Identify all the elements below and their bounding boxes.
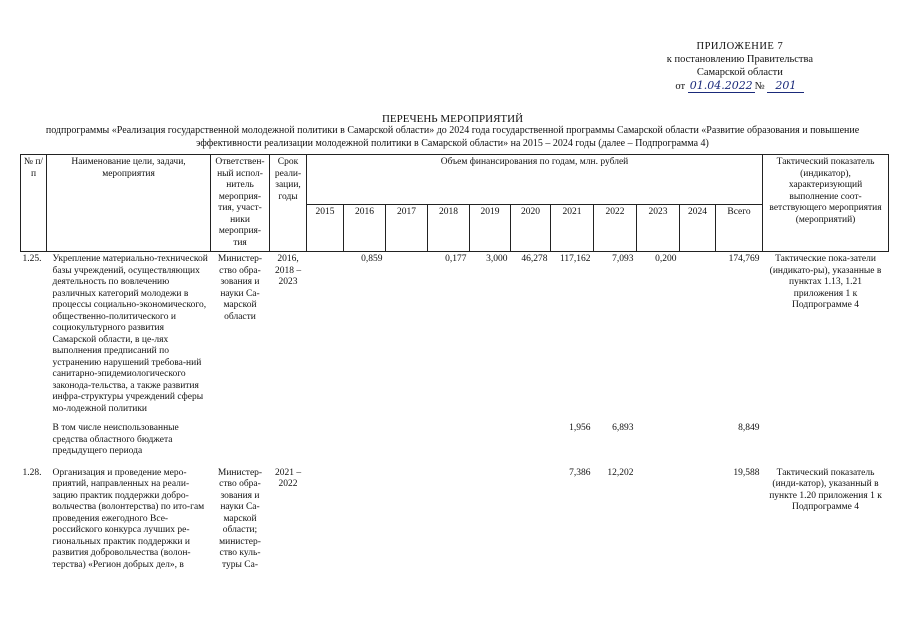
value-2024 (680, 460, 716, 574)
value-2020: 46,278 (521, 254, 548, 264)
header-term: Срок реали-зации, годы (270, 155, 307, 252)
value-2023 (637, 460, 680, 574)
value-2018 (428, 460, 470, 574)
header-year-2016: 2016 (344, 204, 386, 251)
value-2021: 117,162 (559, 254, 591, 264)
row-term: 2021 – 2022 (274, 467, 302, 489)
header-no: № п/п (21, 155, 47, 252)
value-2016: 0,859 (361, 254, 383, 264)
row-responsible: Министер-ство обра-зования и науки Са-марской области; министер-ство куль-туры Са- (217, 467, 263, 570)
value-2019: 3,000 (486, 254, 508, 264)
header-year-2021: 2021 (551, 204, 594, 251)
value-total: 19,588 (733, 467, 760, 478)
header-year-2019: 2019 (470, 204, 511, 251)
header-year-2022: 2022 (594, 204, 637, 251)
header-year-2020: 2020 (511, 204, 551, 251)
from-label: от (675, 81, 686, 92)
value-2018: 0,177 (445, 254, 467, 264)
value-2023 (637, 417, 680, 460)
handwritten-number: 201 (767, 79, 804, 93)
row-number (21, 417, 47, 460)
value-2022: 12,202 (607, 467, 634, 478)
annex-block (667, 40, 813, 93)
table-row (21, 417, 889, 460)
row-indicator (763, 417, 889, 460)
value-2019 (470, 460, 511, 574)
value-2022: 7,093 (612, 254, 634, 264)
document-subtitle: подпрограммы «Реализация государственной молодежной политики в Самарской области» до 2024 года государственной программы Самарской области «Развитие образования и повышение эффективности реализации молодежной политики в Самарской области» на 2015 – 2024 годы (далее – Подпрограмма 4) (45, 125, 860, 149)
header-volume: Объем финансирования по годам, млн. рублей (307, 155, 763, 205)
header-year-2015: 2015 (307, 204, 344, 251)
document-title: ПЕРЕЧЕНЬ МЕРОПРИЯТИЙ (381, 113, 524, 125)
value-2022: 6,893 (612, 423, 634, 433)
value-2016 (344, 417, 386, 460)
row-indicator: Тактический показатель (инди-катор), указанный в пункте 1.20 приложения 1 к Подпрограмме 4 (769, 467, 882, 512)
table-row (21, 460, 889, 574)
header-responsible: Ответствен-ный испол-нитель мероприя-тия, участ-ники мероприя-тия (211, 155, 270, 252)
annex-line-1: к постановлению Правительства (666, 54, 813, 65)
header-year-2023: 2023 (637, 204, 680, 251)
row-number: 1.25. (22, 254, 42, 264)
header-year-2018: 2018 (428, 204, 470, 251)
row-number: 1.28. (22, 467, 42, 478)
value-2017 (386, 417, 428, 460)
value-2017 (386, 252, 428, 418)
row-indicator: Тактические пока-затели (индикато-ры), указанные в пунктах 1.13, 1.21 приложения 1 к Подпрограмме 4 (769, 254, 882, 310)
value-2024 (680, 252, 716, 418)
value-2024 (680, 417, 716, 460)
handwritten-date: 01.04.2022 (689, 79, 753, 92)
row-term: 2016, 2018 – 2023 (274, 254, 302, 287)
value-2016 (344, 460, 386, 574)
value-total: 8,849 (738, 423, 760, 433)
row-name: Организация и проведение меро-приятий, направленных на реали-зацию практик поддержки добро-вольчества (волонтерства) по ито-гам проведения ежегодного Все-российского конкурса лучших ре-гиональных практик поддержки и развития добровольчества (волон-терства) «Регион добрых дел», в (52, 467, 205, 570)
value-2023: 0,200 (655, 254, 677, 264)
value-2017 (386, 460, 428, 574)
value-2015 (307, 252, 344, 418)
row-name: В том числе неиспользованные средства областного бюджета предыдущего периода (52, 423, 179, 456)
row-term (270, 417, 307, 460)
row-name: Укрепление материально-технической базы учреждений, осуществляющих деятельность по вовлечению различных категорий молодежи в процессы социально-экономического, общественно-политического и социокультурного развития Самарской области, в це-лях выполнения предписаний по устранению нарушений требова-ний санитарно-эпидемиологического законода-тельства, а также развития инфра-структуры учреждений сферы мо-лодежной политики (52, 254, 208, 414)
annex-heading: ПРИЛОЖЕНИЕ 7 (696, 41, 784, 52)
value-2018 (428, 417, 470, 460)
value-2015 (307, 460, 344, 574)
number-label: № (754, 81, 765, 92)
annex-date-line (667, 79, 813, 93)
value-2020 (511, 460, 551, 574)
row-responsible (211, 417, 270, 460)
value-2021: 7,386 (569, 467, 591, 478)
value-2015 (307, 417, 344, 460)
table-row (21, 252, 889, 418)
header-indicator: Тактический показатель (индикатор), характеризующий выполнение соот-ветствующего мероприятия (мероприятий) (763, 155, 889, 252)
row-responsible: Министер-ство обра-зования и науки Са-марской области (217, 254, 263, 322)
header-total: Всего (716, 204, 763, 251)
annex-line-2: Самарской области (696, 67, 783, 78)
header-name: Наименование цели, задачи, мероприятия (47, 155, 211, 252)
value-2019 (470, 417, 511, 460)
value-total: 174,769 (728, 254, 760, 264)
measures-table (20, 154, 889, 573)
header-year-2024: 2024 (680, 204, 716, 251)
header-year-2017: 2017 (386, 204, 428, 251)
value-2020 (511, 417, 551, 460)
value-2021: 1,956 (569, 423, 591, 433)
